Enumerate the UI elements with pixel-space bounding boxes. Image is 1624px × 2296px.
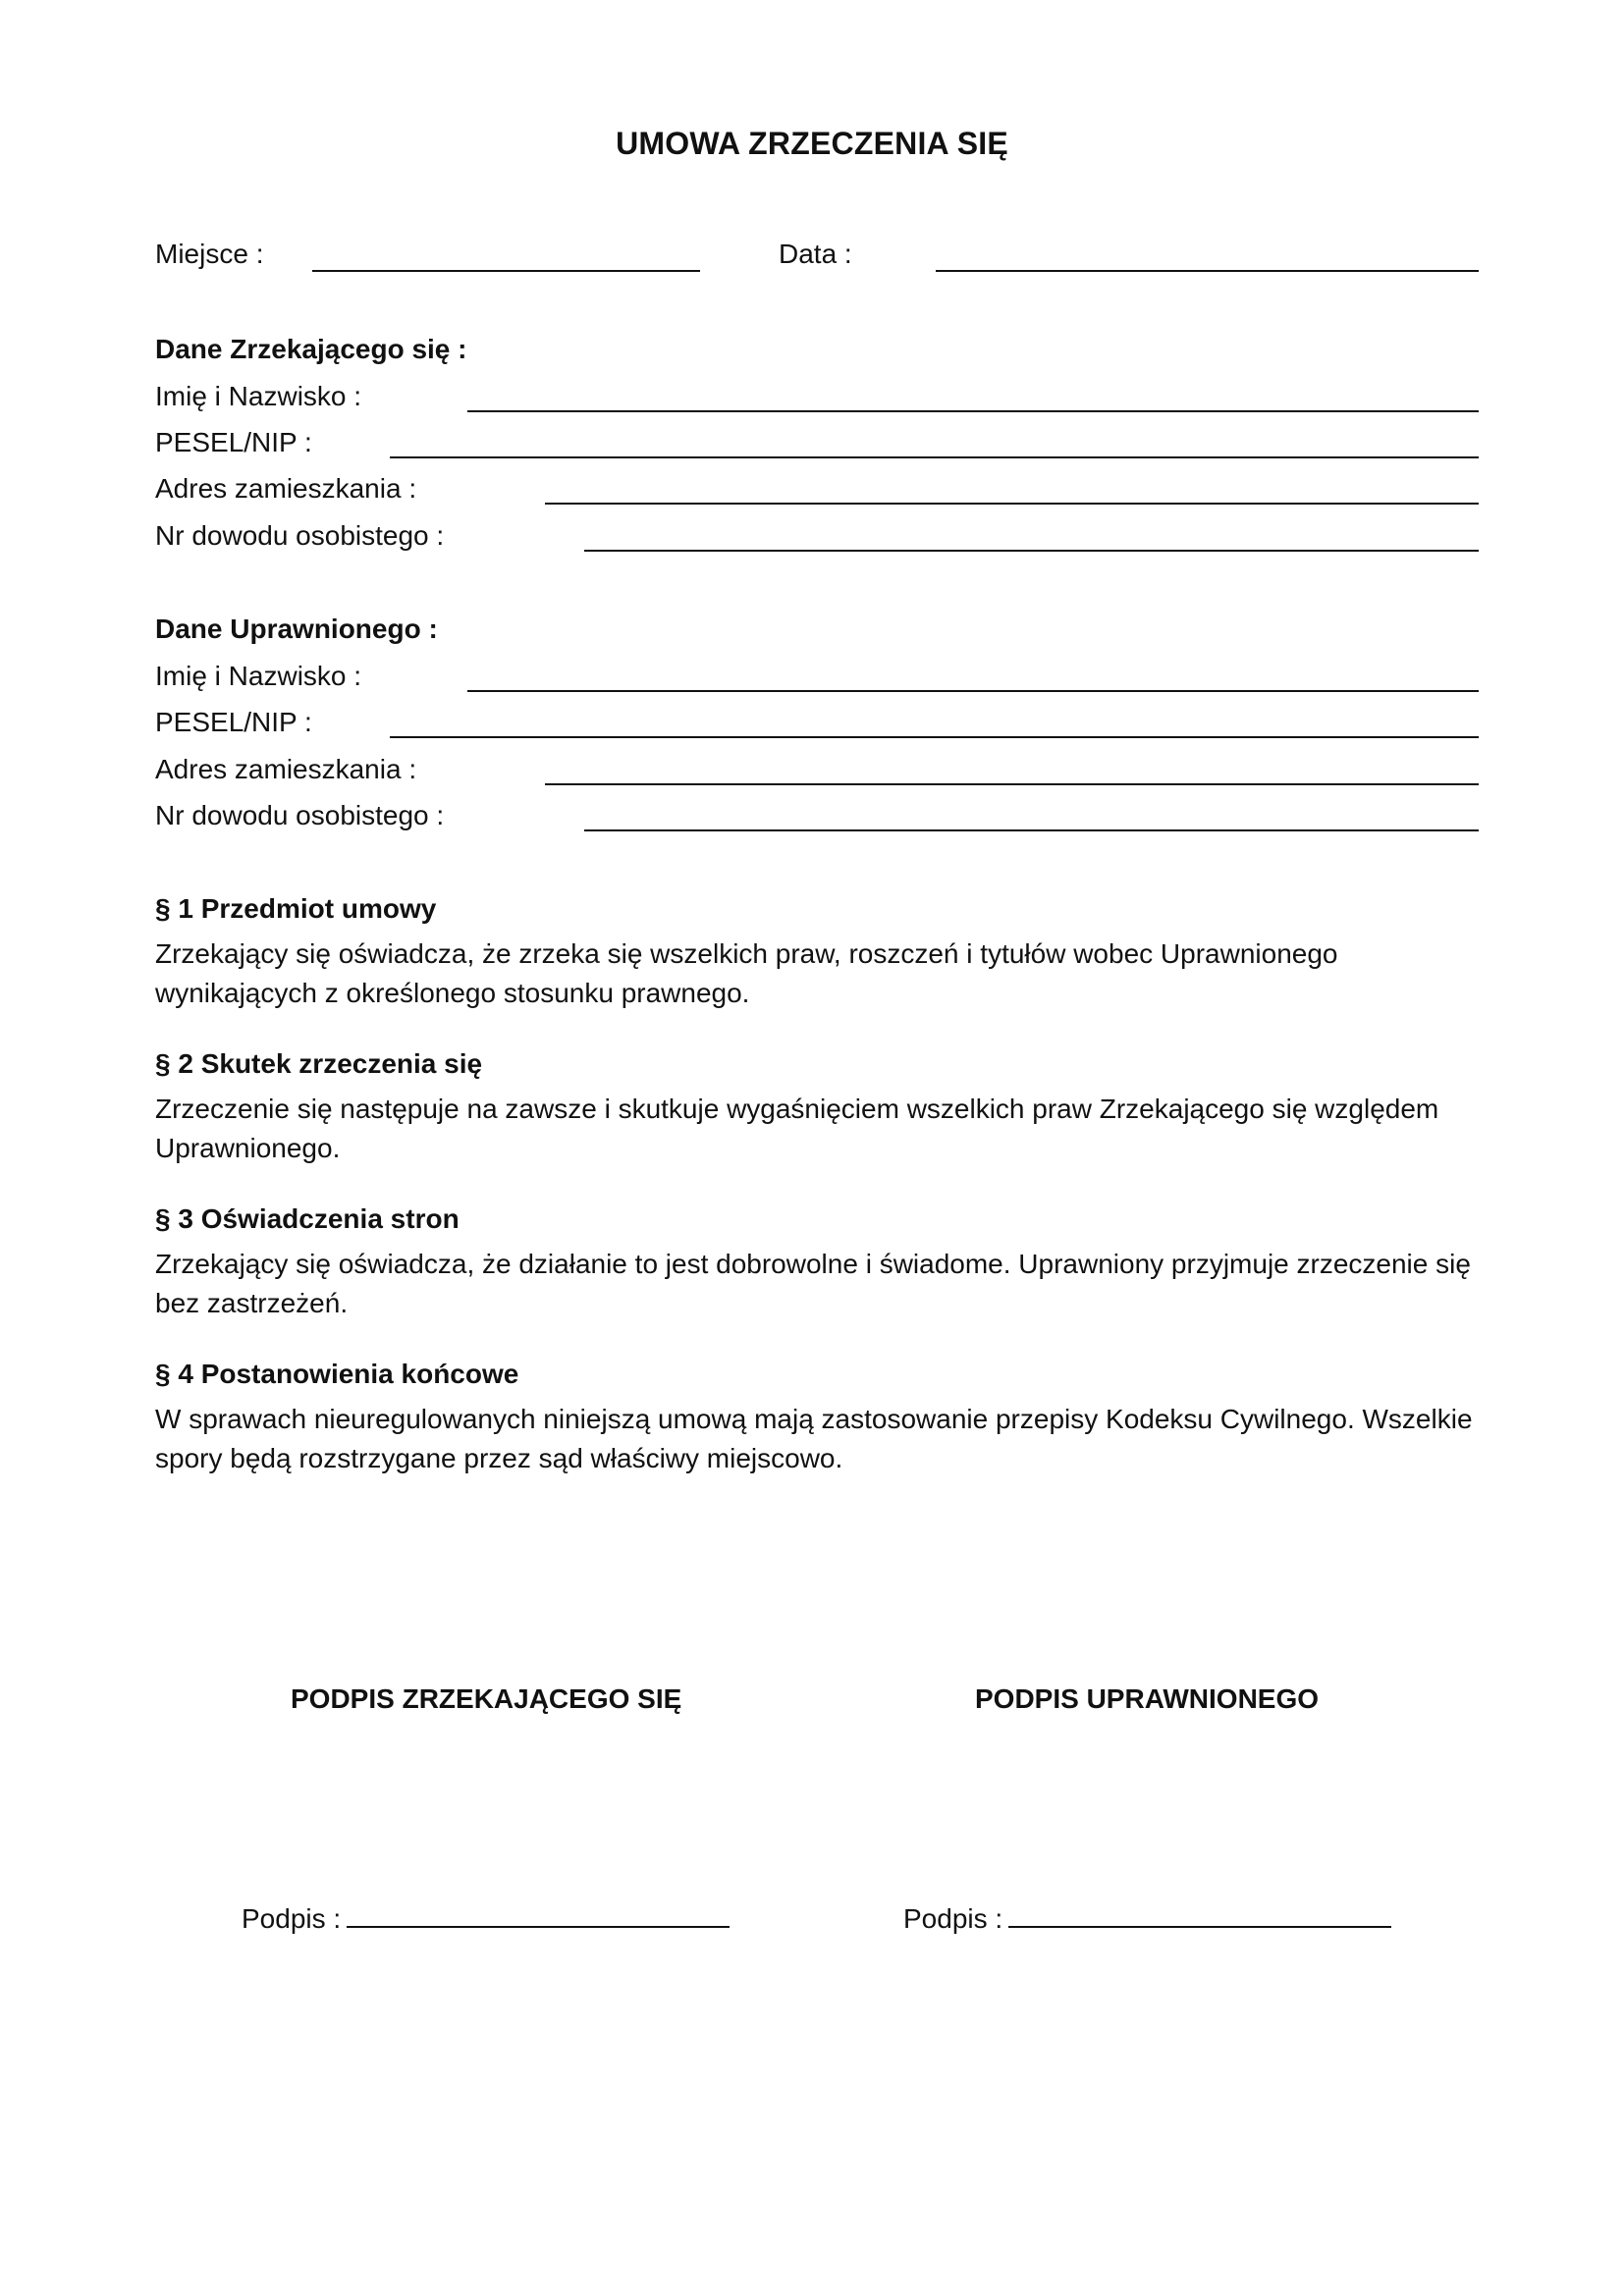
entitled-address-field[interactable] <box>545 783 1479 785</box>
renouncer-signature-label: Podpis : <box>242 1903 342 1934</box>
section-1-text: Zrzekający się oświadcza, że zrzeka się wszelkich praw, roszczeń i tytułów wobec Uprawnionego wynikających z określonego stosunku prawnego. <box>155 938 1338 1008</box>
renouncer-name-field[interactable] <box>467 410 1479 412</box>
entitled-signature-field[interactable] <box>1008 1904 1391 1928</box>
renouncer-pesel-field[interactable] <box>390 456 1479 458</box>
place-label: Miejsce : <box>155 239 264 269</box>
renouncer-heading: Dane Zrzekającego się : <box>155 334 467 364</box>
entitled-name-label: Imię i Nazwisko : <box>155 661 362 691</box>
document-title: UMOWA ZRZECZENIA SIĘ <box>616 126 1008 161</box>
entitled-id-field[interactable] <box>584 829 1479 831</box>
place-field[interactable] <box>312 270 700 272</box>
renouncer-signature-field[interactable] <box>347 1904 730 1928</box>
renouncer-signature-heading: PODPIS ZRZEKAJĄCEGO SIĘ <box>291 1683 682 1714</box>
renouncer-id-field[interactable] <box>584 550 1479 552</box>
entitled-address-label: Adres zamieszkania : <box>155 754 417 784</box>
section-1-heading: § 1 Przedmiot umowy <box>155 893 437 924</box>
section-2-heading: § 2 Skutek zrzeczenia się <box>155 1048 483 1079</box>
entitled-signature-block <box>903 1904 1391 1933</box>
entitled-heading: Dane Uprawnionego : <box>155 614 438 644</box>
renouncer-address-field[interactable] <box>545 503 1479 505</box>
renouncer-address-label: Adres zamieszkania : <box>155 473 417 504</box>
entitled-pesel-label: PESEL/NIP : <box>155 707 312 737</box>
section-4-heading: § 4 Postanowienia końcowe <box>155 1359 519 1389</box>
renouncer-signature-block <box>242 1904 730 1933</box>
entitled-signature-heading: PODPIS UPRAWNIONEGO <box>975 1683 1320 1714</box>
section-4-text: W sprawach nieuregulowanych niniejszą umową mają zastosowanie przepisy Kodeksu Cywilnego. Wszelkie spory będą rozstrzygane przez sąd właściwy miejscowo. <box>155 1404 1473 1473</box>
entitled-id-label: Nr dowodu osobistego : <box>155 800 445 830</box>
section-2-text: Zrzeczenie się następuje na zawsze i skutkuje wygaśnięciem wszelkich praw Zrzekającego się względem Uprawnionego. <box>155 1094 1439 1163</box>
entitled-name-field[interactable] <box>467 690 1479 692</box>
entitled-pesel-field[interactable] <box>390 736 1479 738</box>
section-3-text: Zrzekający się oświadcza, że działanie to jest dobrowolne i świadome. Uprawniony przyjmuje zrzeczenie się bez zastrzeżeń. <box>155 1249 1471 1318</box>
section-3-heading: § 3 Oświadczenia stron <box>155 1203 460 1234</box>
renouncer-pesel-label: PESEL/NIP : <box>155 427 312 457</box>
renouncer-id-label: Nr dowodu osobistego : <box>155 520 445 551</box>
renouncer-name-label: Imię i Nazwisko : <box>155 381 362 411</box>
entitled-signature-label: Podpis : <box>903 1903 1003 1934</box>
date-label: Data : <box>779 239 852 269</box>
date-field[interactable] <box>936 270 1479 272</box>
